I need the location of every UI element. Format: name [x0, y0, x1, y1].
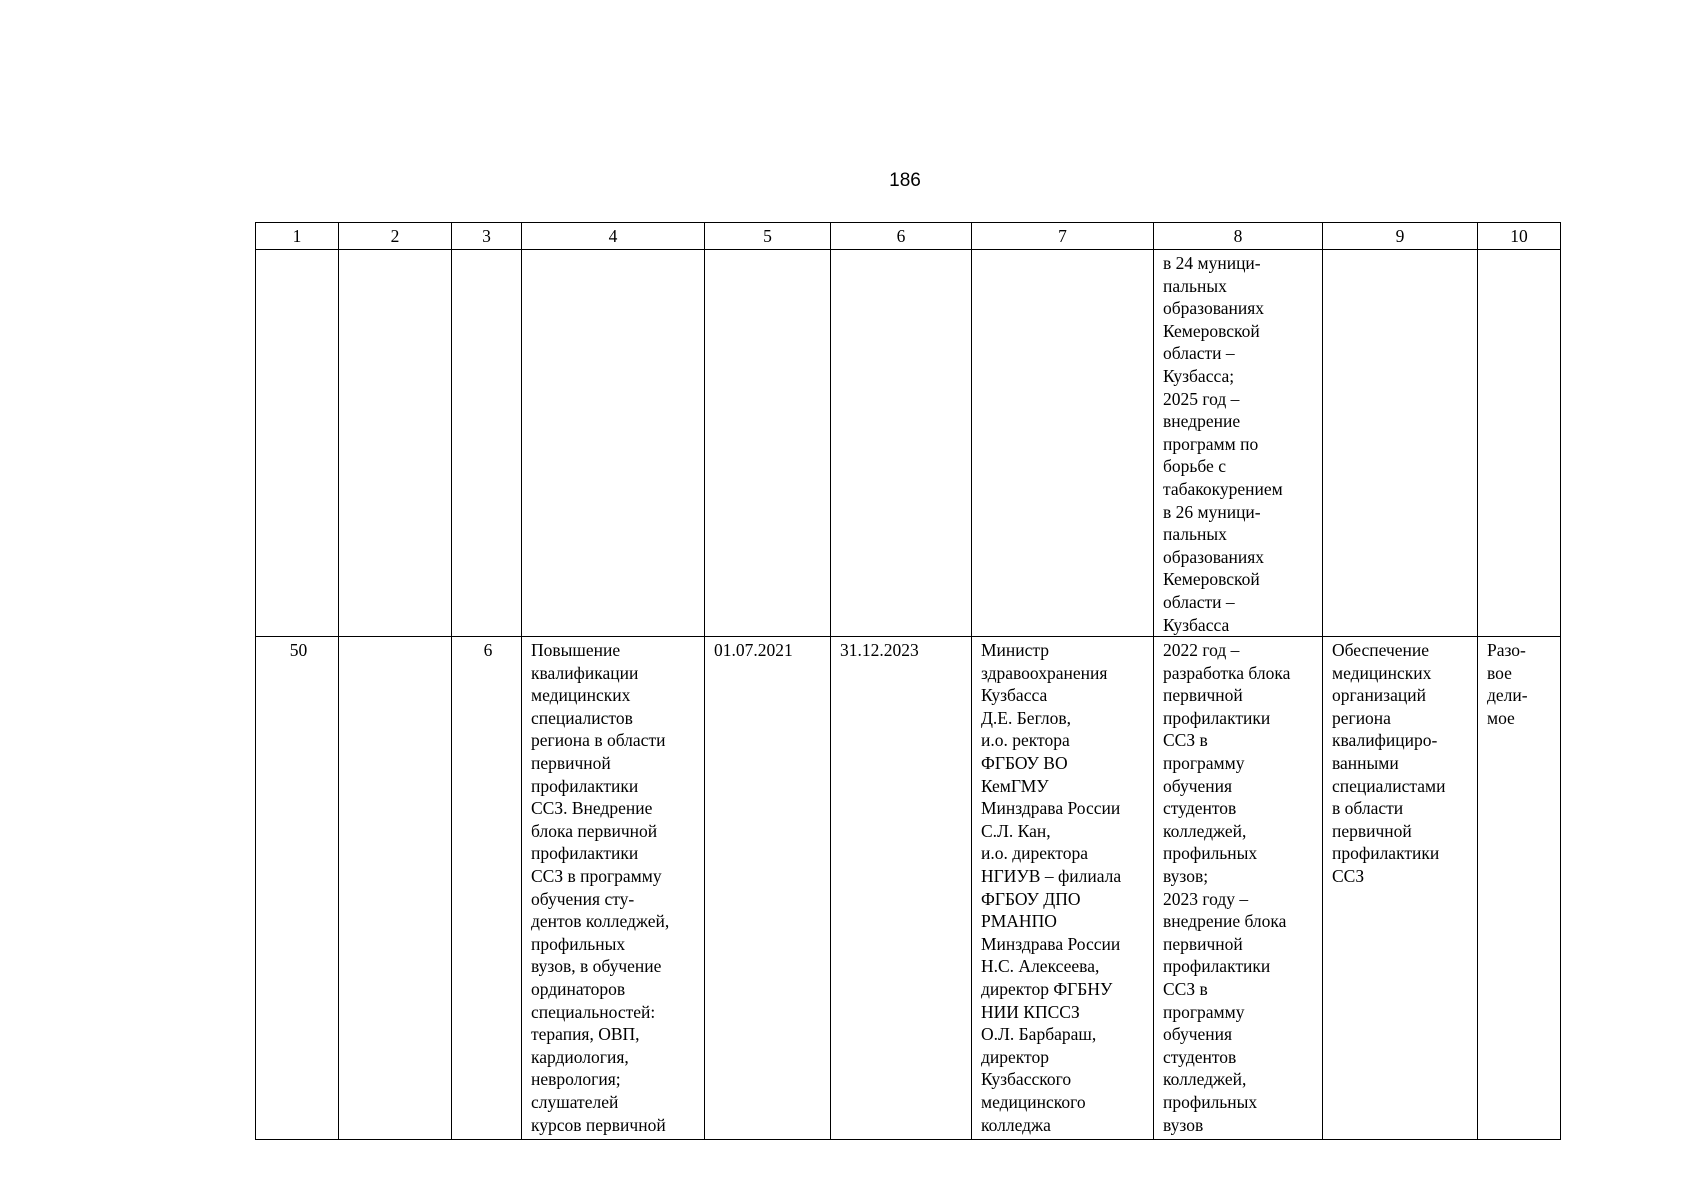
column-header: 4: [522, 223, 705, 250]
cell-text-line: профильных: [1163, 1091, 1258, 1112]
cell-text-line: региона в области: [531, 730, 666, 751]
column-header: 2: [339, 223, 452, 250]
cell-text-line: и.о. ректора: [981, 730, 1070, 751]
cell-text-line: внедрение блока: [1163, 911, 1287, 932]
cell-text-line: ФГБОУ ДПО: [981, 888, 1081, 909]
cell-text-line: вое: [1487, 662, 1512, 683]
cell-text-line: кардиология,: [531, 1046, 629, 1067]
cell-text-line: О.Л. Барбараш,: [981, 1024, 1097, 1045]
table-row: [256, 250, 1561, 637]
cell-text-line: блока первичной: [531, 820, 658, 841]
cell-text-line: Кузбасса: [1163, 614, 1230, 635]
cell-text-line: Разо-: [1487, 640, 1526, 661]
cell-text-line: дели-: [1487, 685, 1528, 706]
cell-text-line: первичной: [1163, 685, 1243, 706]
table-cell: [1154, 250, 1323, 637]
column-header: 1: [256, 223, 339, 250]
cell-text-line: борьбе с: [1163, 456, 1226, 477]
table-cell: [1478, 250, 1561, 637]
cell-text-line: в 24 муници-: [1163, 253, 1261, 273]
cell-text-line: ССЗ: [1332, 866, 1365, 887]
cell-text-line: образованиях: [1163, 298, 1265, 319]
cell-text-line: профилактики: [1332, 843, 1440, 864]
cell-text-line: Кузбасса: [981, 685, 1048, 706]
cell-text-line: вузов;: [1163, 866, 1209, 887]
cell-text-line: образованиях: [1163, 546, 1265, 567]
table-cell: [452, 250, 522, 637]
cell-text-line: терапия, ОВП,: [531, 1024, 640, 1045]
cell-text-line: профилактики: [531, 843, 639, 864]
cell-text-line: ССЗ в программу: [531, 866, 662, 887]
cell-text-line: в области: [1332, 798, 1404, 819]
cell-text-line: Министр: [981, 640, 1050, 661]
cell-text-line: 2022 год –: [1163, 640, 1240, 661]
cell-text-line: обучения: [1163, 775, 1233, 796]
table-cell: [705, 250, 831, 637]
cell-text-line: 2025 год –: [1163, 388, 1240, 409]
cell-text-line: организаций: [1332, 685, 1426, 706]
table-cell: [1323, 637, 1478, 1140]
cell-text-line: студентов: [1163, 798, 1237, 819]
cell-text-line: НГИУВ – филиала: [981, 866, 1122, 887]
cell-text-line: профильных: [531, 933, 626, 954]
cell-text-line: профилактики: [531, 775, 639, 796]
cell-text-line: квалификации: [531, 662, 639, 683]
table-cell: [1478, 637, 1561, 1140]
cell-text-line: слушателей: [531, 1091, 619, 1112]
cell-text-line: первичной: [1332, 820, 1412, 841]
column-header: 9: [1323, 223, 1478, 250]
cell-text-line: студентов: [1163, 1046, 1237, 1067]
cell-text-line: медицинских: [531, 685, 631, 706]
header-row: [256, 223, 1561, 250]
cell-text-line: обучения сту-: [531, 888, 635, 909]
cell-text-line: первичной: [1163, 933, 1243, 954]
page-number: 186: [889, 170, 921, 191]
table-cell: 01.07.2021: [705, 637, 831, 1140]
table-cell: [339, 637, 452, 1140]
cell-text-line: профилактики: [1163, 956, 1271, 977]
cell-text-line: ординаторов: [531, 979, 626, 999]
cell-text-line: Минздрава России: [981, 933, 1121, 954]
cell-text-line: С.Л. Кан,: [981, 820, 1051, 841]
cell-text-line: программу: [1163, 1001, 1245, 1022]
cell-text-line: специалистами: [1332, 775, 1446, 796]
cell-text-line: пальных: [1163, 524, 1227, 545]
cell-text-line: области –: [1163, 591, 1235, 612]
column-header: 7: [972, 223, 1154, 250]
cell-text-line: ССЗ. Внедрение: [531, 798, 653, 819]
table-cell: 6: [452, 637, 522, 1140]
cell-text-line: курсов первичной: [531, 1114, 666, 1135]
cell-text-line: в 26 муници-: [1163, 501, 1261, 522]
cell-text-line: НИИ КПССЗ: [981, 1001, 1080, 1022]
cell-text-line: Кузбасса;: [1163, 365, 1235, 386]
cell-text-line: вузов, в обучение: [531, 956, 662, 977]
cell-text-line: специалистов: [531, 707, 633, 728]
column-header: 3: [452, 223, 522, 250]
cell-text-line: первичной: [531, 753, 611, 774]
table-cell: [339, 250, 452, 637]
cell-text-line: пальных: [1163, 275, 1227, 296]
table-cell: [1154, 637, 1323, 1140]
cell-text-line: Обеспечение: [1332, 640, 1430, 661]
cell-text-line: специальностей:: [531, 1001, 656, 1022]
cell-text-line: Кузбасского: [981, 1069, 1072, 1090]
table-cell: [972, 637, 1154, 1140]
cell-text-line: колледжей,: [1163, 1069, 1247, 1090]
column-header: 5: [705, 223, 831, 250]
cell-text-line: КемГМУ: [981, 775, 1049, 796]
cell-text-line: колледжа: [981, 1114, 1051, 1135]
cell-text-line: ФГБОУ ВО: [981, 753, 1068, 774]
column-header: 10: [1478, 223, 1561, 250]
cell-text-line: разработка блока: [1163, 662, 1291, 683]
table-cell: [256, 250, 339, 637]
table-cell: 50: [256, 637, 339, 1140]
cell-text-line: программ по: [1163, 433, 1259, 454]
cell-text-line: обучения: [1163, 1024, 1233, 1045]
cell-text-line: программу: [1163, 753, 1245, 774]
cell-text-line: неврология;: [531, 1069, 621, 1090]
table-cell: [972, 250, 1154, 637]
cell-text-line: директор ФГБНУ: [981, 979, 1113, 999]
cell-text-line: Н.С. Алексеева,: [981, 956, 1100, 977]
cell-text-line: и.о. директора: [981, 843, 1088, 864]
cell-text-line: квалифициро-: [1332, 730, 1438, 751]
cell-text-line: Минздрава России: [981, 798, 1121, 819]
cell-text-line: Д.Е. Беглов,: [981, 707, 1071, 728]
cell-text-line: Кемеровской: [1163, 569, 1260, 590]
column-header: 8: [1154, 223, 1323, 250]
cell-text-line: ванными: [1332, 753, 1399, 774]
cell-text-line: региона: [1332, 707, 1391, 728]
table-row: [256, 637, 1561, 1140]
cell-text-line: табакокурением: [1163, 478, 1283, 499]
cell-text-line: здравоохранения: [981, 662, 1108, 683]
cell-text-line: ССЗ в: [1163, 979, 1208, 999]
cell-text-line: колледжей,: [1163, 820, 1247, 841]
table-cell: [522, 637, 705, 1140]
cell-text-line: директор: [981, 1046, 1049, 1067]
cell-text-line: 2023 году –: [1163, 888, 1249, 909]
cell-text-line: РМАНПО: [981, 911, 1057, 932]
cell-text-line: мое: [1487, 707, 1515, 728]
cell-text-line: дентов колледжей,: [531, 911, 670, 932]
table-cell: 31.12.2023: [831, 637, 972, 1140]
cell-text-line: ССЗ в: [1163, 730, 1208, 751]
table-cell: [1323, 250, 1478, 637]
cell-text-line: профилактики: [1163, 707, 1271, 728]
cell-text-line: Повышение: [531, 640, 621, 661]
column-header: 6: [831, 223, 972, 250]
cell-text-line: Кемеровской: [1163, 320, 1260, 341]
cell-text-line: профильных: [1163, 843, 1258, 864]
cell-text-line: внедрение: [1163, 411, 1241, 432]
cell-text-line: медицинских: [1332, 662, 1432, 683]
document-table: [255, 222, 1561, 1140]
table-cell: [522, 250, 705, 637]
table-cell: [831, 250, 972, 637]
cell-text-line: медицинского: [981, 1091, 1086, 1112]
cell-text-line: вузов: [1163, 1114, 1204, 1135]
cell-text-line: области –: [1163, 343, 1235, 364]
